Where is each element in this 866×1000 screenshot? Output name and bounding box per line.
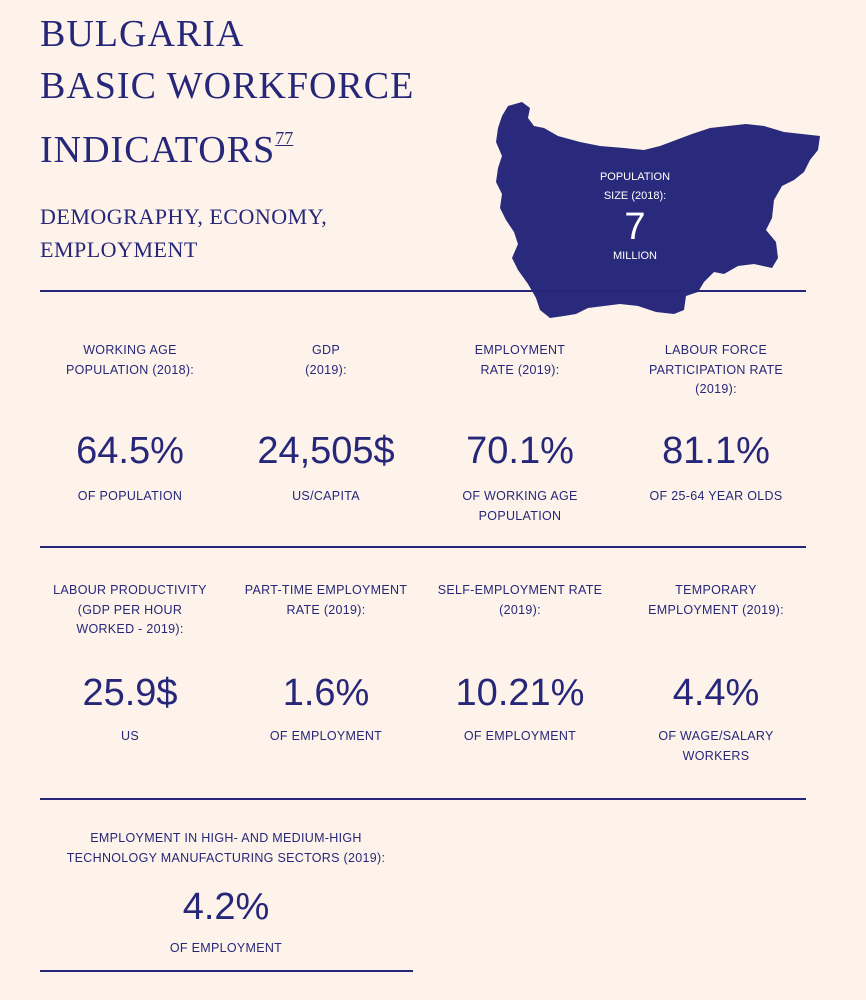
title-line-3-text: INDICATORS	[40, 129, 276, 171]
indicator-sublabel: OF WAGE/SALARY	[658, 729, 774, 743]
indicator-value: 64.5%	[76, 430, 184, 472]
section-subtitle	[40, 200, 440, 266]
indicator-label: RATE (2019):	[480, 362, 560, 377]
indicator-self-employment	[425, 581, 615, 781]
indicator-label: EMPLOYMENT	[474, 343, 566, 357]
indicator-label: TEMPORARY	[675, 583, 757, 597]
indicator-value: 4.2%	[182, 886, 270, 928]
indicator-value: 1.6%	[282, 672, 370, 714]
indicator-sublabel: WORKERS	[682, 749, 750, 763]
indicator-value: 4.4%	[672, 672, 760, 714]
indicator-sublabel: OF EMPLOYMENT	[463, 729, 577, 743]
population-callout	[577, 168, 693, 264]
population-label-2: SIZE (2018):	[603, 190, 667, 202]
subtitle-line-1: DEMOGRAPHY, ECONOMY,	[40, 204, 328, 229]
indicator-label: LABOUR PRODUCTIVITY	[53, 583, 207, 597]
indicator-label: WORKING AGE	[83, 343, 177, 357]
indicator-value: 25.9$	[82, 672, 178, 714]
indicator-labour-force-participation	[621, 341, 811, 531]
indicator-value: 24,505$	[257, 430, 395, 472]
indicator-part-time-employment	[231, 581, 421, 781]
indicator-value: 70.1%	[466, 430, 574, 472]
divider-top	[40, 290, 806, 292]
divider-row1	[40, 546, 806, 548]
indicator-working-age-population	[35, 341, 225, 531]
indicator-sublabel: US/CAPITA	[292, 489, 360, 503]
divider-row3	[40, 970, 413, 972]
indicator-label: TECHNOLOGY MANUFACTURING SECTORS (2019):	[66, 850, 386, 865]
page-title	[40, 8, 480, 176]
population-value: 7	[624, 206, 646, 248]
footnote-link[interactable]: 77	[275, 128, 294, 148]
indicator-value: 10.21%	[455, 672, 585, 714]
indicator-label: PARTICIPATION RATE	[648, 362, 784, 377]
indicator-sublabel: POPULATION	[478, 509, 562, 523]
indicator-high-tech-employment	[36, 829, 416, 959]
population-label-1: POPULATION	[599, 171, 671, 183]
indicator-label: POPULATION (2018):	[65, 362, 195, 377]
indicator-sublabel: OF POPULATION	[77, 489, 183, 503]
indicator-employment-rate	[425, 341, 615, 531]
indicator-sublabel: OF EMPLOYMENT	[269, 729, 383, 743]
indicator-sublabel: OF WORKING AGE	[462, 489, 578, 503]
indicator-label: (2019):	[695, 382, 737, 396]
subtitle-line-2: EMPLOYMENT	[40, 237, 198, 262]
indicator-sublabel: OF 25-64 YEAR OLDS	[649, 489, 783, 503]
indicator-labour-productivity	[35, 581, 225, 781]
indicator-sublabel: OF EMPLOYMENT	[169, 941, 283, 955]
indicator-temporary-employment	[621, 581, 811, 781]
indicator-gdp	[231, 341, 421, 531]
indicator-label: EMPLOYMENT IN HIGH- AND MEDIUM-HIGH	[90, 831, 362, 845]
indicator-label: LABOUR FORCE	[664, 343, 768, 357]
title-line-1: BULGARIA	[40, 13, 245, 55]
indicator-sublabel: US	[121, 729, 139, 743]
indicator-label: PART-TIME EMPLOYMENT	[244, 583, 408, 597]
indicator-label: (2019):	[305, 362, 347, 377]
indicator-label: WORKED - 2019):	[76, 622, 184, 636]
indicator-label: (2019):	[499, 602, 541, 617]
population-unit: MILLION	[612, 250, 657, 262]
indicator-value: 81.1%	[662, 430, 770, 472]
indicator-label: EMPLOYMENT (2019):	[648, 602, 784, 617]
indicator-label: RATE (2019):	[286, 602, 366, 617]
indicator-label: (GDP PER HOUR	[77, 602, 183, 617]
indicator-label: SELF-EMPLOYMENT RATE	[437, 583, 603, 597]
divider-row2	[40, 798, 806, 800]
title-line-3	[40, 112, 480, 176]
title-line-2: BASIC WORKFORCE	[40, 65, 415, 107]
indicator-label: GDP	[312, 343, 340, 357]
